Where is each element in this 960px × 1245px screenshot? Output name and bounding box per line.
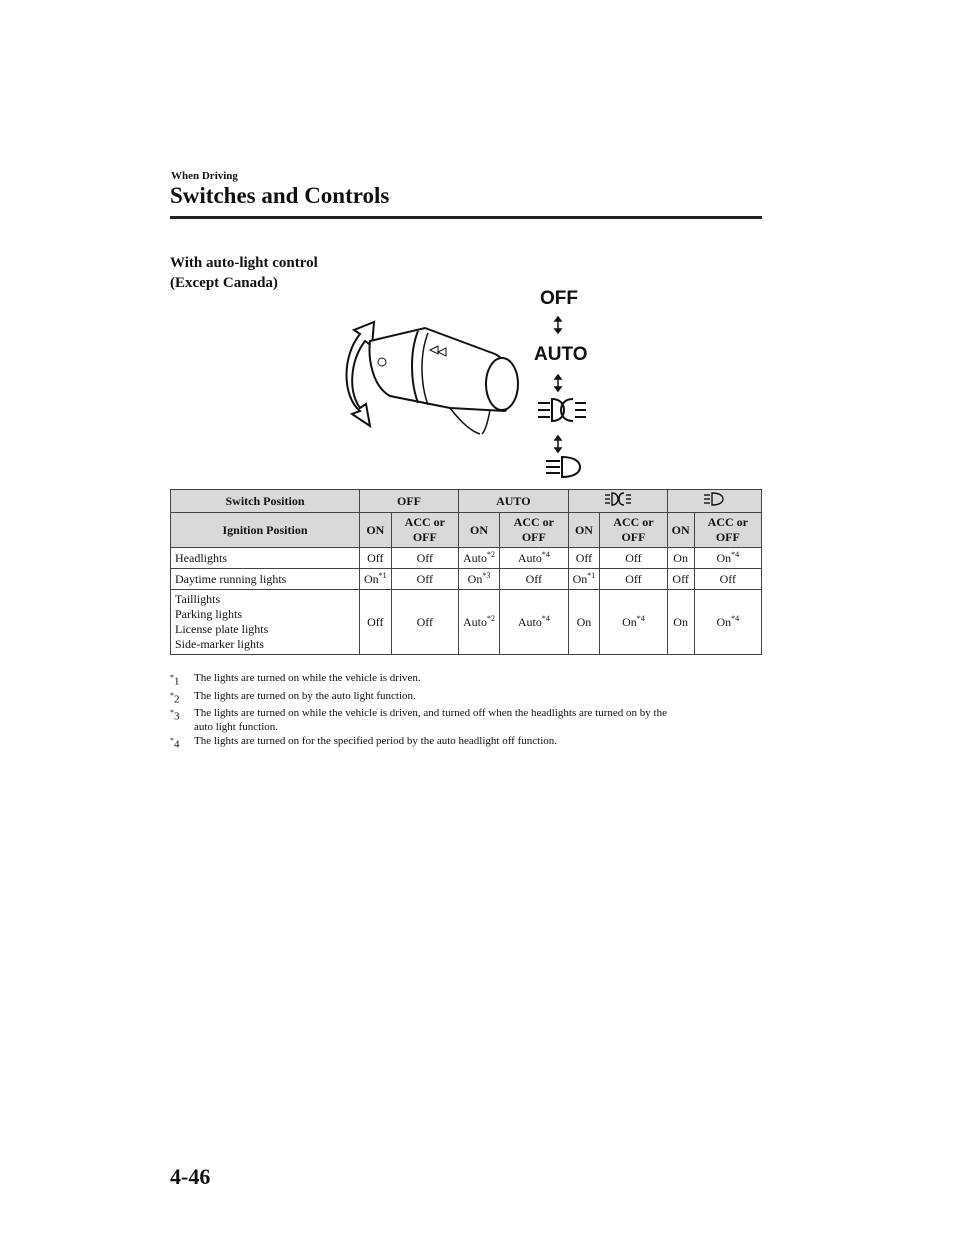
arrow-auto-parking-icon <box>555 375 561 391</box>
footnote-line: auto light function. <box>194 721 279 734</box>
cell-value: On <box>716 551 732 565</box>
row-label-line: Parking lights <box>175 607 243 621</box>
footnote-text <box>194 734 557 752</box>
footnote-number: 1 <box>174 675 180 688</box>
position-label-auto: AUTO <box>534 344 588 365</box>
footnote-line: The lights are turned on for the specified period by the auto headlight off function. <box>194 735 557 748</box>
arrow-parking-headlight-icon <box>555 436 561 452</box>
table-row <box>171 569 762 590</box>
row-label <box>171 590 360 655</box>
subheading-line-2: (Except Canada) <box>170 275 278 291</box>
footnote-mark <box>170 706 194 734</box>
ignition-cell: ON <box>360 513 392 548</box>
cell-value: On <box>364 572 379 586</box>
footnote-text <box>194 689 416 707</box>
rotation-arrow-icon <box>347 322 375 426</box>
cell-footnote-ref: *1 <box>378 571 387 580</box>
cell-value: On <box>716 615 732 629</box>
switch-auto-header: AUTO <box>459 490 569 513</box>
table-cell <box>391 548 458 569</box>
cell-footnote-ref: *4 <box>731 614 740 623</box>
title-rule <box>170 216 762 219</box>
switch-parking-header <box>568 490 667 513</box>
footnote-line: The lights are turned on by the auto light function. <box>194 689 416 702</box>
table-cell <box>694 569 761 590</box>
footnote <box>170 734 770 752</box>
ignition-position-header: Ignition Position <box>171 513 360 548</box>
cell-footnote-ref: *1 <box>587 571 596 580</box>
row-label-line: Side-marker lights <box>175 637 264 651</box>
footnote-asterisk: * <box>170 690 174 700</box>
table-cell <box>459 590 500 655</box>
arrow-off-auto-icon <box>555 317 561 333</box>
table-cell <box>667 569 694 590</box>
footnotes <box>170 671 770 752</box>
row-label <box>171 569 360 590</box>
footnote-number: 2 <box>174 693 180 706</box>
footnote-asterisk: * <box>170 673 174 682</box>
footnote-line: The lights are turned on while the vehicle is driven, and turned off when the headlights are turned on by the <box>194 707 667 720</box>
table-body <box>171 548 762 655</box>
table-cell <box>391 569 458 590</box>
footnote-text <box>194 706 667 734</box>
table-cell <box>500 569 569 590</box>
cell-value: Auto <box>517 551 542 565</box>
footnote-asterisk: * <box>170 736 174 746</box>
ignition-cell: ACC or OFF <box>600 513 667 548</box>
row-label-line: Headlights <box>175 550 227 565</box>
ignition-cell: ACC or OFF <box>500 513 569 548</box>
parking-lights-icon <box>604 492 632 506</box>
table-cell <box>500 548 569 569</box>
cell-value: Auto <box>463 551 488 565</box>
lever-end-cap <box>486 358 518 410</box>
footnote-text <box>194 671 421 689</box>
switch-off-header: OFF <box>360 490 459 513</box>
cell-footnote-ref: *4 <box>636 614 645 623</box>
switch-headlights-header <box>667 490 761 513</box>
cell-value: Off <box>672 571 689 586</box>
cell-value: Off <box>625 571 642 586</box>
table-cell <box>600 590 667 655</box>
table-cell <box>667 590 694 655</box>
cell-footnote-ref: *4 <box>541 550 550 559</box>
page-title: Switches and Controls <box>170 183 390 208</box>
footnote <box>170 706 770 734</box>
footnote-mark <box>170 689 194 707</box>
cell-value: Auto <box>463 615 488 629</box>
table-cell <box>568 569 600 590</box>
cell-value: On <box>572 572 588 586</box>
table-cell <box>568 548 600 569</box>
cell-value: Off <box>719 571 737 586</box>
table-cell <box>667 548 694 569</box>
table-cell <box>694 548 761 569</box>
parking-lights-icon <box>538 399 586 421</box>
cell-footnote-ref: *2 <box>487 614 496 623</box>
table-row <box>171 548 762 569</box>
cell-value: Off <box>367 550 384 565</box>
cell-value: On <box>622 615 637 629</box>
row-label <box>171 548 360 569</box>
cell-value: On <box>576 614 592 629</box>
headlights-icon <box>703 492 725 506</box>
cell-value: Off <box>416 550 434 565</box>
switch-position-row <box>171 490 762 513</box>
cell-footnote-ref: *4 <box>731 550 740 559</box>
ignition-cell: ON <box>667 513 694 548</box>
ignition-position-row <box>171 513 762 548</box>
ignition-cell: ON <box>568 513 600 548</box>
ignition-cell: ACC or OFF <box>391 513 458 548</box>
subheading-line-1: With auto-light control <box>170 255 318 271</box>
headlights-icon <box>546 457 580 477</box>
cell-value: Off <box>416 571 434 586</box>
cell-value: On <box>673 550 688 565</box>
table-cell <box>459 569 500 590</box>
lever-drawing <box>330 286 600 481</box>
row-label-line: Taillights <box>175 592 221 606</box>
footnote <box>170 689 770 707</box>
lights-operation-table <box>170 489 762 655</box>
table-cell <box>694 590 761 655</box>
table-cell <box>459 548 500 569</box>
cell-footnote-ref: *2 <box>487 550 496 559</box>
table-row <box>171 590 762 655</box>
cell-value: On <box>673 614 688 629</box>
cell-footnote-ref: *3 <box>482 571 491 580</box>
cell-value: On <box>467 572 483 586</box>
table-cell <box>568 590 600 655</box>
footnote-mark <box>170 734 194 752</box>
footnote-asterisk: * <box>170 708 174 718</box>
cell-value: Off <box>625 550 642 565</box>
footnote-number: 3 <box>174 710 180 723</box>
cell-value: Auto <box>517 615 542 629</box>
footnote-line: The lights are turned on while the vehicle is driven. <box>194 672 421 684</box>
table-cell <box>391 590 458 655</box>
table-cell <box>360 569 392 590</box>
row-label-line: License plate lights <box>175 622 269 636</box>
table-cell <box>360 548 392 569</box>
cell-footnote-ref: *4 <box>541 614 550 623</box>
switch-position-header: Switch Position <box>171 490 360 513</box>
cell-value: Off <box>416 614 434 629</box>
ignition-cell: ON <box>459 513 500 548</box>
footnote-mark <box>170 671 194 689</box>
row-label-line: Daytime running lights <box>175 571 287 586</box>
page-number: 4-46 <box>170 1164 211 1189</box>
position-label-off: OFF <box>540 288 578 309</box>
headlight-switch-illustration <box>330 286 600 481</box>
cell-value: Off <box>575 550 593 565</box>
cell-value: Off <box>367 614 384 629</box>
table-cell <box>360 590 392 655</box>
footnote-number: 4 <box>174 738 180 751</box>
ignition-cell: ACC or OFF <box>694 513 761 548</box>
table-cell <box>500 590 569 655</box>
table-cell <box>600 569 667 590</box>
section-label: When Driving <box>171 170 238 182</box>
table-cell <box>600 548 667 569</box>
cell-value: Off <box>525 571 543 586</box>
footnote <box>170 671 770 689</box>
